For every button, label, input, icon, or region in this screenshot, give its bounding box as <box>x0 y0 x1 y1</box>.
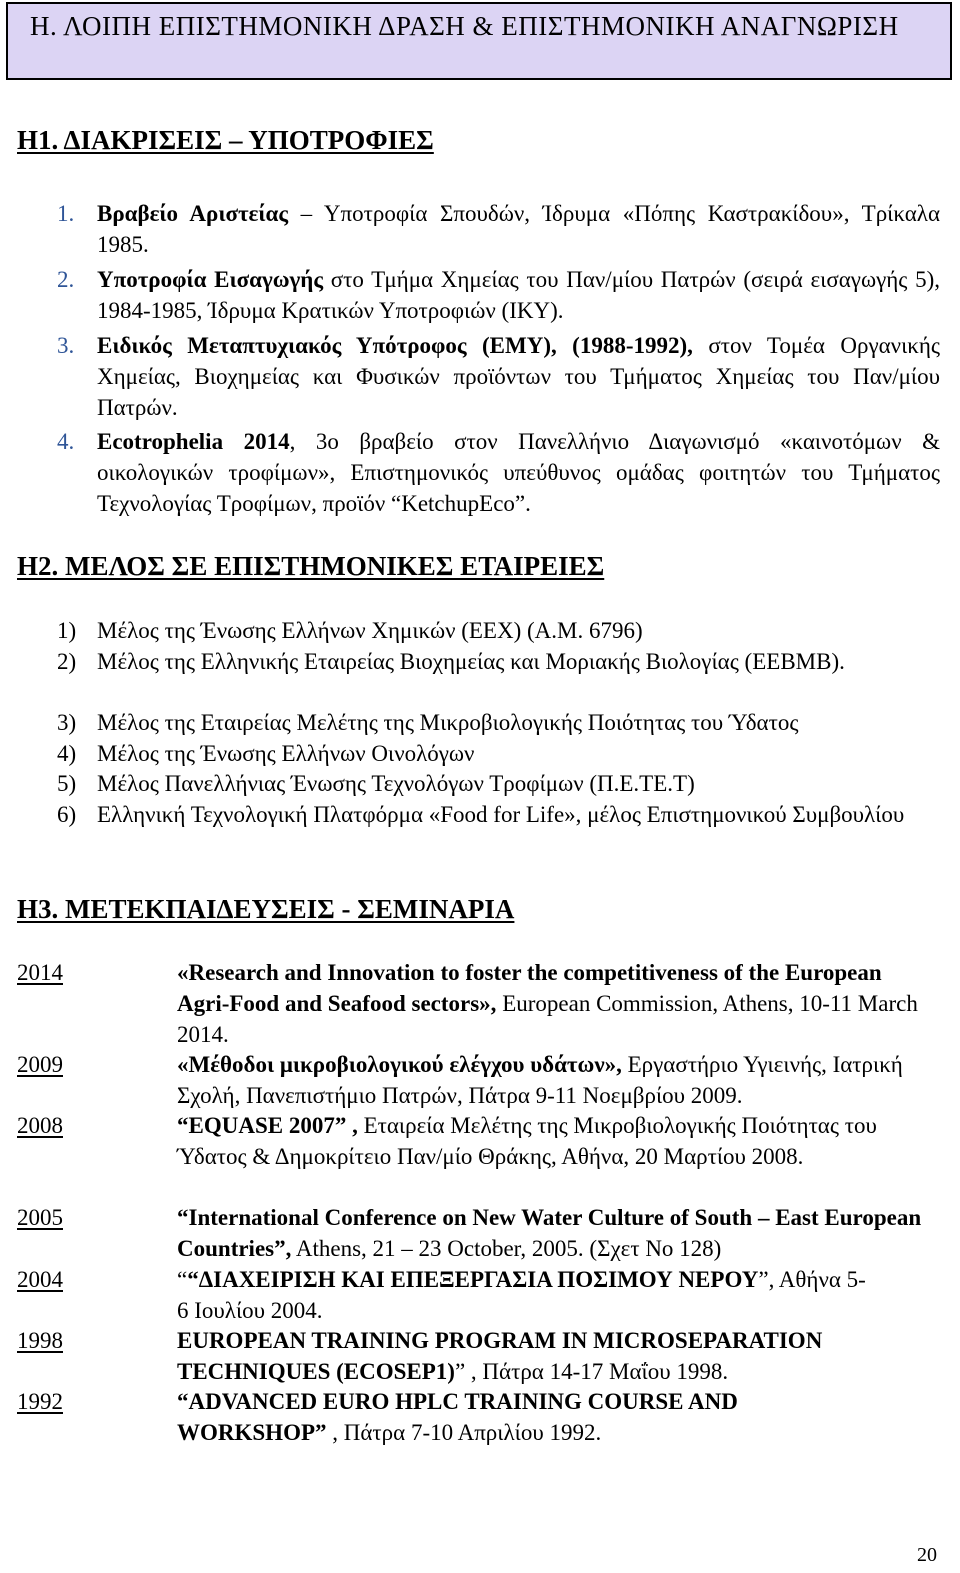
membership-item: Μέλος της Ένωσης Ελλήνων Χημικών (ΕΕΧ) (Α.Μ. 6796) <box>97 618 643 643</box>
membership-item: Μέλος Πανελλήνιας Ένωσης Τεχνολόγων Τροφίμων (Π.Ε.ΤΕ.Τ) <box>97 771 695 796</box>
seminar-entry: «Research and Innovation to foster the competitiveness of the European Agri-Food and Seafood sectors», European Commission, Athens, 10-11 March 2014. <box>177 960 918 1047</box>
section-h1-heading: Η1. ΔΙΑΚΡΙΣΕΙΣ – ΥΠΟΤΡΟΦΙΕΣ <box>17 125 434 155</box>
award-item: Ecotrophelia 2014, 3ο βραβείο στον Πανελλήνιο Διαγωνισμό «καινοτόμων & οικολογικών τροφίμων», Επιστημονικός υπεύθυνος ομάδας φοιτητών του Τμήματος Τεχνολογίας Τροφίμων, προϊόν “KetchupEco”. <box>97 429 940 516</box>
seminar-entry: “ADVANCED EURO HPLC TRAINING COURSE AND WORKSHOP” , Πάτρα 7-10 Απριλίου 1992. <box>177 1389 738 1445</box>
seminar-entry: ““ΔΙΑΧΕΙΡΙΣΗ ΚΑΙ ΕΠΕΞΕΡΓΑΣΙΑ ΠΟΣΙΜΟΥ ΝΕΡΟΥ”, Αθήνα 5-6 Ιουλίου 2004. <box>177 1267 866 1323</box>
membership-number: 1) <box>57 618 77 643</box>
award-item: Ειδικός Μεταπτυχιακός Υπότροφος (ΕΜΥ), (1988-1992), στον Τομέα Οργανικής Χημείας, Βιοχημείας και Φυσικών προϊόντων του Τμήματος Χημείας του Παν/μίου Πατρών. <box>97 333 940 420</box>
seminar-year: 2009 <box>17 1052 63 1077</box>
membership-item: Ελληνική Τεχνολογική Πλατφόρμα «Food for Life», μέλος Επιστημονικού Συμβουλίου <box>97 802 905 827</box>
award-item: Βραβείο Αριστείας – Υποτροφία Σπουδών, Ίδρυμα «Πόπης Καστρακίδου», Τρίκαλα 1985. <box>97 201 940 257</box>
section-h3-heading: Η3. ΜΕΤΕΚΠΑΙΔΕΥΣΕΙΣ - ΣΕΜΙΝΑΡΙΑ <box>17 894 515 924</box>
seminar-entry: «Μέθοδοι μικροβιολογικού ελέγχου υδάτων», Εργαστήριο Υγιεινής, Ιατρική Σχολή, Πανεπιστήμιο Πατρών, Πάτρα 9-11 Νοεμβρίου 2009. <box>177 1052 903 1108</box>
seminar-entry: EUROPEAN TRAINING PROGRAM IN MICROSEPARATION TECHNIQUES (ECOSEP1)” , Πάτρα 14-17 Μαΐου 1998. <box>177 1328 823 1384</box>
membership-item: Μέλος της Ένωσης Ελλήνων Οινολόγων <box>97 741 475 766</box>
section-h2-heading: Η2. ΜΕΛΟΣ ΣΕ ΕΠΙΣΤΗΜΟΝΙΚΕΣ ΕΤΑΙΡΕΙΕΣ <box>17 551 605 581</box>
membership-item: Μέλος της Εταιρείας Μελέτης της Μικροβιολογικής Ποιότητας του Ύδατος <box>97 710 799 735</box>
membership-item: Μέλος της Ελληνικής Εταιρείας Βιοχημείας και Μοριακής Βιολογίας (ΕΕΒΜΒ). <box>97 649 845 674</box>
award-number: 2. <box>57 267 75 292</box>
seminar-entry: “EQUASE 2007” , Εταιρεία Μελέτης της Μικροβιολογικής Ποιότητας του Ύδατος & Δημοκρίτειο Παν/μίο Θράκης, Αθήνα, 20 Μαρτίου 2008. <box>177 1113 877 1169</box>
seminar-entry: “International Conference on New Water Culture of South – East European Countries”, Athens, 21 – 23 October, 2005. (Σχετ Νο 128) <box>177 1205 922 1261</box>
membership-number: 2) <box>57 649 77 674</box>
award-item: Υποτροφία Εισαγωγής στο Τμήμα Χημείας του Παν/μίου Πατρών (σειρά εισαγωγής 5), 1984-1985, Ίδρυμα Κρατικών Υποτροφιών (ΙΚΥ). <box>97 267 940 323</box>
seminar-year: 2014 <box>17 960 63 985</box>
page-number: 20 <box>917 1544 937 1566</box>
seminar-year: 2005 <box>17 1205 63 1230</box>
page-title: Η. ΛΟΙΠΗ ΕΠΙΣΤΗΜΟΝΙΚΗ ΔΡΑΣΗ & ΕΠΙΣΤΗΜΟΝΙΚΗ ΑΝΑΓΝΩΡΙΣΗ <box>6 2 952 80</box>
membership-number: 5) <box>57 771 77 796</box>
seminar-year: 1992 <box>17 1389 63 1414</box>
seminar-year: 2004 <box>17 1267 63 1292</box>
seminar-year: 1998 <box>17 1328 63 1353</box>
award-number: 1. <box>57 201 75 226</box>
award-number: 3. <box>57 333 75 358</box>
seminar-year: 2008 <box>17 1113 63 1138</box>
membership-number: 4) <box>57 741 77 766</box>
award-number: 4. <box>57 429 75 454</box>
membership-number: 6) <box>57 802 77 827</box>
membership-number: 3) <box>57 710 77 735</box>
